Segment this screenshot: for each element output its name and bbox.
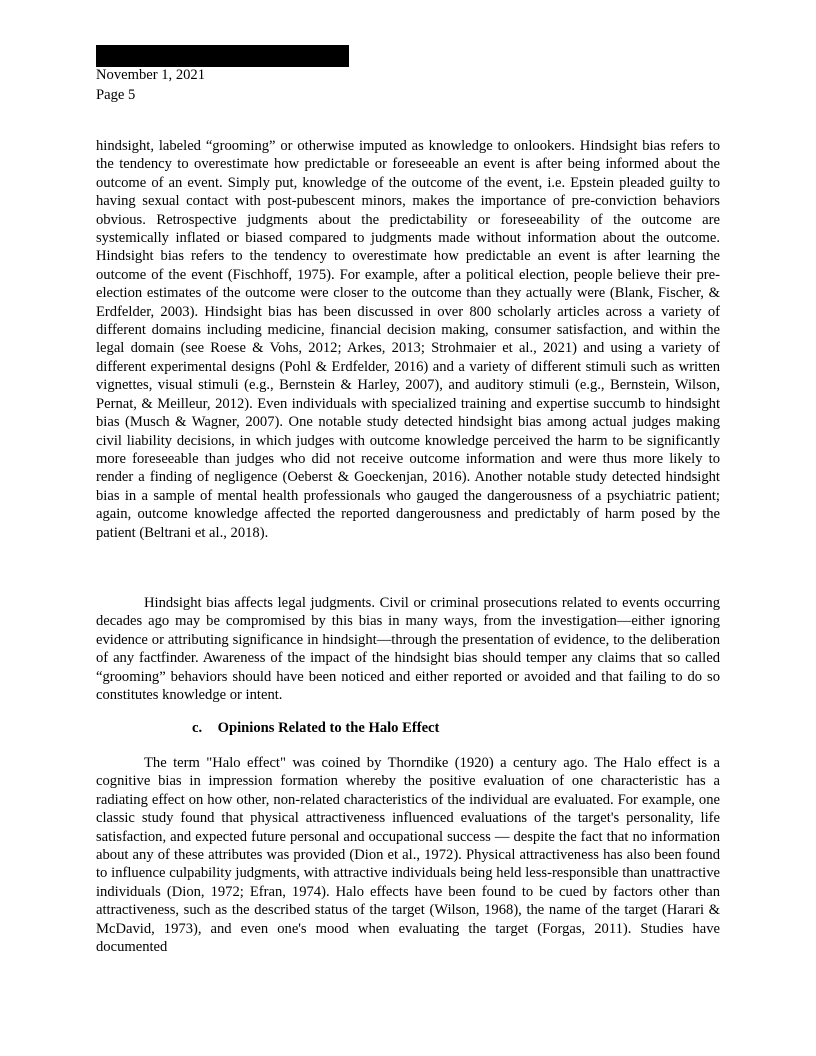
section-heading-label: c. xyxy=(192,720,203,736)
header-page-number: Page 5 xyxy=(96,87,136,103)
body-paragraph-hindsight-bias: hindsight, labeled “grooming” or otherwise imputed as knowledge to onlookers. Hindsight bias refers to the tendency to overestimate how predictable or foreseeable an event is after being informed about the outcome of an event. Simply put, knowledge of the outcome of the event, i.e. Epstein pleaded guilty to having sexual contact with post-pubescent minors, makes the importance of pre-conviction behaviors obvious. Retrospective judgments about the predictability or foreseeability of the outcome are systemically inflated or biased compared to judgments made without information about the outcome. Hindsight bias refers to the tendency to overestimate how predictable an event is after learning the outcome of the event (Fischhoff, 1975). For example, after a political election, people believe their pre-election estimates of the outcome were closer to the outcome than they actually were (Blank, Fischer, & Erdfelder, 2003). Hindsight bias has been discussed in over 800 scholarly articles across a variety of different domains including medicine, financial decision making, consumer satisfaction, and within the legal domain (see Roese & Vohs, 2012; Arkes, 2013; Strohmaier et al., 2021) and using a variety of different experimental designs (Pohl & Erdfelder, 2016) and a variety of different stimuli such as written vignettes, visual stimuli (e.g., Bernstein & Harley, 2007), and auditory stimuli (e.g., Bernstein, Wilson, Pernat, & Meilleur, 2012). Even individuals with specialized training and expertise succumb to hindsight bias (Musch & Wagner, 2007). One notable study detected hindsight bias among actual judges making civil liability decisions, in which judges with outcome knowledge perceived the harm to be significantly more foreseeable than judges who did not receive outcome information and were thus more likely to render a finding of negligence (Oeberst & Goeckenjan, 2016). Another notable study detected hindsight bias in a sample of mental health professionals who gauged the dangerousness of a psychiatric patient; again, outcome knowledge affected the reported dangerousness and predictably of harm posed by the patient (Beltrani et al., 2018). xyxy=(96,138,720,541)
section-heading-text: Opinions Related to the Halo Effect xyxy=(217,720,440,736)
redaction-block xyxy=(96,45,349,67)
section-heading xyxy=(192,719,439,738)
header-date: November 1, 2021 xyxy=(96,67,206,83)
body-paragraph-legal-judgments: Hindsight bias affects legal judgments. Civil or criminal prosecutions related to events occurring decades ago may be compromised by this bias in many ways, from the investigation—either ignoring evidence or attributing significance in hindsight—through the presentation of evidence, to the deliberation of any factfinder. Awareness of the impact of the hindsight bias should temper any claims that so called “grooming” behaviors should have been noticed and either reported or avoided and that failing to do so constitutes knowledge or intent. xyxy=(96,595,720,704)
body-paragraph-halo-effect: The term "Halo effect" was coined by Thorndike (1920) a century ago. The Halo effect is a cognitive bias in impression formation whereby the positive evaluation of one characteristic has a radiating effect on how other, non-related characteristics of the individual are evaluated. For example, one classic study found that physical attractiveness influenced evaluations of the target's personality, life satisfaction, and expected future personal and occupational success — despite the fact that no information about any of these attributes was provided (Dion et al., 1972). Physical attractiveness has also been found to influence culpability judgments, with attractive individuals being held less-responsible than unattractive individuals (Dion, 1972; Efran, 1974). Halo effects have been found to be cued by factors other than attractiveness, such as the described status of the target (Wilson, 1968), the name of the target (Harari & McDavid, 1973), and even one's mood when evaluating the target (Forgas, 2011). Studies have documented xyxy=(96,755,720,956)
